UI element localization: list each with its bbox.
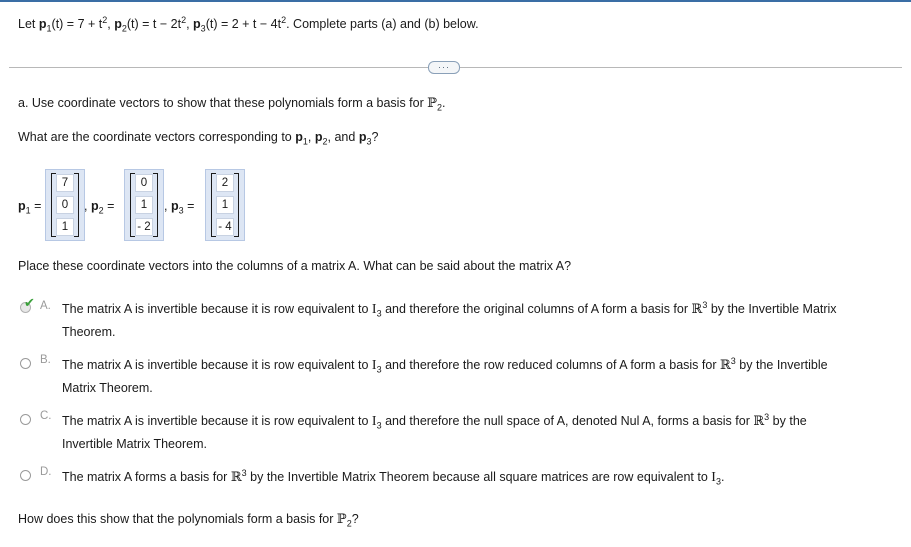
p1-entry-2[interactable] bbox=[56, 196, 74, 214]
vector-p1-symbol: p bbox=[18, 199, 26, 213]
identity-symbol: I bbox=[711, 470, 716, 485]
p2-symbol: p bbox=[114, 17, 122, 31]
vector-p3-label: , $p_3$ = bbox=[164, 199, 195, 216]
option-b-letter: B. bbox=[40, 354, 51, 366]
question-matrix bbox=[18, 259, 571, 273]
vector-p2-label: , $p_2$ = bbox=[84, 199, 115, 216]
option-b-pre: The matrix A is invertible because it is row equivalent to bbox=[62, 358, 369, 372]
reals-exponent: 3 bbox=[764, 411, 770, 422]
reals-exponent: 3 bbox=[702, 299, 708, 310]
reals-symbol: ℝ bbox=[753, 414, 765, 429]
q-p3-subscript: 3 bbox=[366, 136, 372, 147]
q-p2-symbol: p bbox=[314, 130, 323, 144]
option-b-line2: Matrix Theorem. bbox=[62, 381, 153, 395]
option-d-pre: The matrix A forms a basis for bbox=[62, 470, 228, 484]
q-p3-symbol: p bbox=[358, 130, 367, 144]
option-b-mid: and therefore the row reduced columns of A form a basis for bbox=[385, 358, 717, 372]
checkmark-icon: ✔ bbox=[24, 295, 35, 310]
p1-entry-3-value: 1 bbox=[61, 221, 69, 233]
p3-entry-2[interactable] bbox=[216, 196, 234, 214]
question3-end: ? bbox=[351, 512, 359, 526]
question-coordinate-vectors: What are the coordinate vectors corresponding to $p_1$, $p_2$, and $p_3$? bbox=[18, 130, 379, 147]
p1-entry-3[interactable] bbox=[56, 218, 74, 236]
option-b-radio[interactable] bbox=[20, 358, 31, 369]
option-c-letter: C. bbox=[40, 410, 52, 422]
p2-definition: (t) = t − 2t bbox=[126, 17, 182, 31]
intro-tail: . Complete parts (a) and (b) below. bbox=[286, 17, 479, 31]
identity-subscript: 3 bbox=[376, 308, 382, 319]
vector-p1-answer bbox=[45, 169, 85, 241]
identity-symbol: I bbox=[371, 302, 377, 317]
p2-entry-2[interactable] bbox=[135, 196, 153, 214]
option-c-line2: Invertible Matrix Theorem. bbox=[62, 437, 207, 451]
p3-entry-3-value: - 4 bbox=[218, 221, 232, 233]
option-a-letter: A. bbox=[40, 300, 51, 312]
vector-p2-subscript: 2 bbox=[98, 205, 104, 216]
option-b-text bbox=[62, 354, 828, 399]
vector-p2-answer bbox=[124, 169, 164, 241]
p1-entry-1-value: 7 bbox=[61, 177, 69, 189]
p2-entry-1-value: 0 bbox=[140, 177, 148, 189]
p1-symbol: p bbox=[38, 17, 47, 31]
p3-entry-1[interactable] bbox=[216, 174, 234, 192]
option-a-post: by the Invertible Matrix bbox=[710, 302, 837, 316]
option-b-post: by the Invertible bbox=[739, 358, 828, 372]
reals-symbol: ℝ bbox=[719, 358, 731, 373]
question1-end: ? bbox=[371, 130, 379, 144]
identity-subscript: 3 bbox=[376, 364, 382, 375]
part-a-prompt bbox=[18, 96, 446, 111]
let-text: Let bbox=[18, 17, 36, 31]
vector-p1-label bbox=[18, 199, 42, 216]
identity-symbol: I bbox=[371, 358, 377, 373]
option-a-mid: and therefore the original columns of A form a basis for bbox=[385, 302, 689, 316]
option-d-radio[interactable] bbox=[20, 470, 31, 481]
question1-and: and bbox=[334, 130, 356, 144]
p2-entry-1[interactable] bbox=[135, 174, 153, 192]
p3-subscript: 3 bbox=[200, 23, 206, 34]
question3-text: How does this show that the polynomials form a basis for bbox=[18, 512, 334, 526]
q-p1-symbol: p bbox=[295, 130, 303, 144]
option-a-line2: Theorem. bbox=[62, 325, 116, 339]
p3-symbol: p bbox=[193, 17, 201, 31]
option-d-post: . bbox=[720, 470, 725, 484]
reals-symbol: ℝ bbox=[691, 302, 703, 317]
p1-entry-2-value: 0 bbox=[61, 199, 69, 211]
identity-subscript: 3 bbox=[715, 476, 721, 487]
option-c-mid: and therefore the null space of A, denoted Nul A, forms a basis for bbox=[385, 414, 750, 428]
vector-p3-symbol: p bbox=[170, 199, 179, 213]
space-symbol: ℙ bbox=[427, 96, 438, 111]
q-p2-subscript: 2 bbox=[322, 136, 328, 147]
p1-entry-1[interactable] bbox=[56, 174, 74, 192]
space-subscript: 2 bbox=[437, 102, 443, 113]
vector-p2-equals: = bbox=[107, 199, 115, 213]
show-more-button[interactable] bbox=[428, 61, 460, 74]
reals-exponent: 3 bbox=[241, 467, 247, 478]
reals-exponent: 3 bbox=[730, 355, 736, 366]
part-a-period: . bbox=[442, 96, 446, 110]
p3-exponent: 2 bbox=[281, 14, 287, 25]
option-c-radio[interactable] bbox=[20, 414, 31, 425]
p3-entry-3[interactable] bbox=[216, 218, 234, 236]
identity-subscript: 3 bbox=[376, 420, 382, 431]
p2-entry-3-value: - 2 bbox=[137, 221, 151, 233]
right-bracket bbox=[234, 173, 239, 237]
vector-p3-answer bbox=[205, 169, 245, 241]
top-accent-bar bbox=[0, 0, 911, 2]
right-bracket bbox=[74, 173, 79, 237]
vector-p3-subscript: 3 bbox=[178, 205, 184, 216]
question-basis bbox=[18, 512, 359, 527]
p2-exponent: 2 bbox=[181, 14, 187, 25]
right-bracket bbox=[153, 173, 158, 237]
option-c-text bbox=[62, 410, 807, 455]
identity-symbol: I bbox=[371, 414, 377, 429]
p1-subscript: 1 bbox=[46, 23, 52, 34]
option-d-text bbox=[62, 466, 724, 489]
option-d-mid: by the Invertible Matrix Theorem because all square matrices are row equivalent to bbox=[250, 470, 708, 484]
p3-entry-2-value: 1 bbox=[221, 199, 229, 211]
option-d-letter: D. bbox=[40, 466, 52, 478]
p3-entry-1-value: 2 bbox=[221, 177, 229, 189]
vector-p2-symbol: p bbox=[90, 199, 99, 213]
p1-exponent: 2 bbox=[102, 14, 108, 25]
option-c-post: by the bbox=[772, 414, 807, 428]
ellipsis-icon: ··· bbox=[438, 62, 450, 72]
q-p1-subscript: 1 bbox=[302, 136, 308, 147]
option-c-pre: The matrix A is invertible because it is row equivalent to bbox=[62, 414, 369, 428]
reals-symbol: ℝ bbox=[230, 470, 242, 485]
option-a-pre: The matrix A is invertible because it is row equivalent to bbox=[62, 302, 369, 316]
space-symbol: ℙ bbox=[336, 512, 347, 527]
problem-statement: Let $p_1(t) = 7 + t^2$, $p_2(t) = t - 2t^2$, $p_3(t) = 2 + t - 4t^2$. Complete parts (a) and (b) below. bbox=[18, 14, 479, 34]
option-a-text bbox=[62, 298, 837, 343]
p3-definition: (t) = 2 + t − 4t bbox=[205, 17, 282, 31]
vector-p3-equals: = bbox=[187, 199, 195, 213]
p2-entry-2-value: 1 bbox=[140, 199, 148, 211]
question2-text: Place these coordinate vectors into the columns of a matrix A. What can be said about the matrix A? bbox=[18, 259, 572, 273]
vector-p1-subscript: 1 bbox=[25, 205, 31, 216]
question1-text: What are the coordinate vectors corresponding to bbox=[18, 130, 292, 144]
vector-p1-equals: = bbox=[34, 199, 42, 213]
part-a-text: a. Use coordinate vectors to show that these polynomials form a basis for bbox=[18, 96, 424, 110]
p2-subscript: 2 bbox=[121, 23, 127, 34]
p1-definition: (t) = 7 + t bbox=[51, 17, 103, 31]
space-subscript: 2 bbox=[346, 518, 352, 529]
p2-entry-3[interactable] bbox=[135, 218, 153, 236]
